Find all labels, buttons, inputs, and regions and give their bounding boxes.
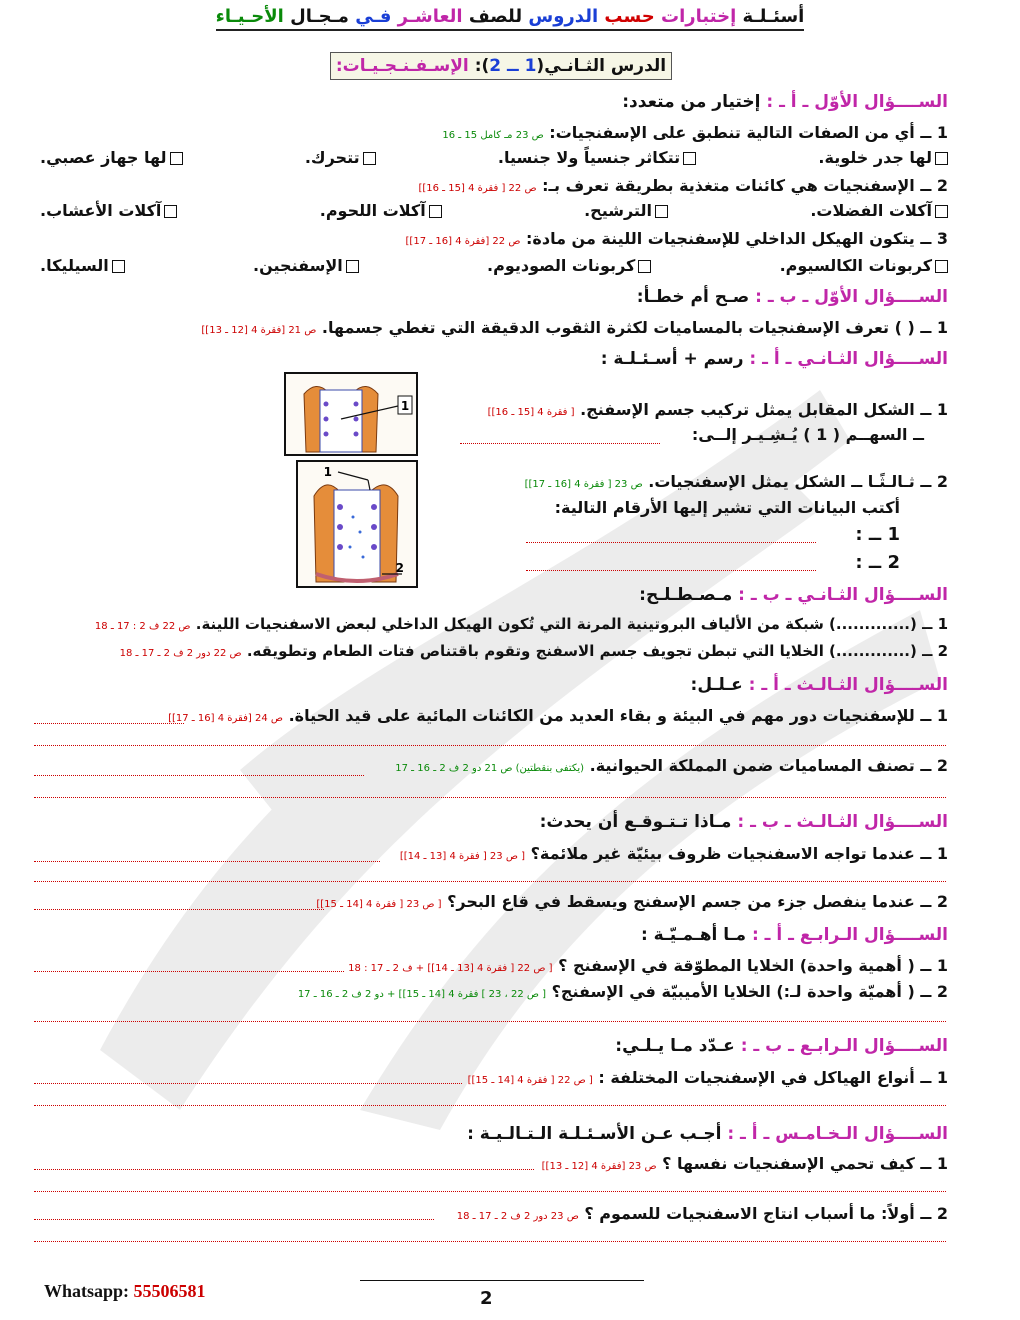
option[interactable]: آكلات الفضلات. [810,201,948,220]
q-ref: ص 23 [ فقرة 4 [16 ـ 17]] [524,479,643,490]
answer-line[interactable] [34,1168,534,1170]
checkbox[interactable] [638,260,651,273]
checkbox[interactable] [363,152,376,165]
lesson-label: الدرس الثـانـي( [536,56,667,76]
question [525,472,948,491]
answer-line[interactable] [34,1240,946,1242]
option[interactable]: الترشيح. [584,201,668,220]
answer-line[interactable] [34,908,324,910]
option[interactable]: السيليكا. [40,256,125,275]
lesson-title [330,52,672,80]
section-title [639,585,948,605]
watermark-decoration [60,350,960,1150]
section-q: الســــؤال الأوّل ـ ب ـ : [755,287,948,307]
answer-line[interactable] [34,774,364,776]
q-number: 1 ــ [920,318,948,337]
section-q: الســــؤال الأوّل ـ أ ـ : [766,92,948,112]
q-number: 1 ــ [920,123,948,142]
label-line: 1 ــ : [855,524,900,545]
section-t: مـا أهـمـيّـة : [640,925,747,945]
question [418,176,948,195]
q-number: 1 ــ [922,615,948,633]
answer-line[interactable] [34,1104,946,1106]
q-text: ثـالـثًـا ــ الشكل يمثل الإسفنجيات. [648,472,915,491]
answer-line[interactable] [34,1218,434,1220]
section-t: رسم + أسـئـلـة : [600,349,744,369]
sponge-figure-2 [296,460,418,588]
option[interactable]: آكلات الأعشاب. [40,201,177,220]
header-word: إختبارات [661,6,737,27]
lesson-topic: الإسـفـنـجـيـات: [335,56,469,76]
checkbox[interactable] [164,205,177,218]
q-ref: ص 23 دور 2 ف 2 ـ 17 ـ 18 [456,1211,579,1222]
q-number: 2 ــ [920,472,948,491]
q-ref: [ ص 22 [ فقرة 4 [13 ـ 14]] + ف 2 ـ 17 : 18 [348,963,553,974]
q-text: (.............) شبكة من الألياف البروتينية المرنة التي تُكون الهيكل الداخلي لبعض الاسفنجيات اللينة. [195,615,917,633]
q-text: للإسفنجيات دور مهم في البيئة و بقاء العديد من الكائنات المائية على قيد الحياة. [288,706,915,725]
section-q: الســــؤال الثـالـث ـ أ ـ : [748,675,948,695]
header-word: الدروس [528,6,599,27]
q-ref: ص 22 ف 2 : 17 ـ 18 [94,621,191,632]
q-ref: ص 24 [فقرة 4 [16 ـ 17]] [168,713,283,724]
q-ref: [ فقرة 4 [15 ـ 16]] [487,407,575,418]
checkbox[interactable] [935,260,948,273]
checkbox[interactable] [935,205,948,218]
q-text: ( أهمية واحدة) الخلايا المطوّقة في الإسفنج ؟ [558,956,915,975]
question [457,1204,948,1223]
checkbox[interactable] [346,260,359,273]
checkbox[interactable] [429,205,442,218]
question [406,229,948,248]
section-t: عـدّد مـا يـلـي: [615,1036,735,1056]
section-t: أجـب عـن الأسـئـلـة الـتـالـيـة : [467,1124,722,1144]
checkbox[interactable] [170,152,183,165]
question [298,982,948,1001]
sponge-figure-1 [284,372,418,456]
option[interactable]: لها جدر خلوية. [818,148,948,167]
section-q: الســــؤال الثـانـي ـ ب ـ : [738,585,948,605]
option[interactable]: تتكاثر جنسياً ولا جنسيا. [498,148,696,167]
q-number: 1 ــ [920,956,948,975]
option[interactable]: آكلات اللحوم. [320,201,442,220]
header-word: الأحـيـاء [215,6,284,27]
q-text: تصنف المساميات ضمن المملكة الحيوانية. [589,756,915,775]
figure-label-1: 1 [400,399,410,413]
options-row [40,148,948,167]
q-ref: (يكتفى بنقطتين) ص 21 دو 2 ف 2 ـ 16 ـ 17 [395,763,585,774]
answer-line[interactable] [34,1190,946,1192]
answer-line[interactable] [34,1020,946,1022]
q-number: 1 ــ [920,400,948,419]
q-text: أي من الصفات التالية تنطبق على الإسفنجيات: [549,123,915,142]
checkbox[interactable] [655,205,668,218]
whatsapp-label: Whatsapp: [44,1281,130,1301]
question [201,318,948,337]
section-title [601,349,948,369]
question [348,956,948,975]
footer-rule [360,1280,644,1281]
page-header [200,6,820,27]
q-text: الشكل المقابل يمثل تركيب جسم الإسفنج. [580,400,915,419]
q-number: 1 ــ [920,844,948,863]
lesson-close: ): [474,56,490,76]
answer-line[interactable] [34,744,946,746]
q-ref: ص 23 [فقرة 4 [12 ـ 13]] [541,1161,657,1172]
q-text: كيف تحمي الإسفنجيات نفسها ؟ [662,1154,915,1173]
label-line: 2 ــ : [855,552,900,573]
q-text: أولاً: ما أسباب انتاج الاسفنجيات للسموم ؟ [584,1204,915,1223]
q-text: ( أهميّة واحدة لـ:) الخلايا الأميبيّة في الإسفنج؟ [551,982,915,1001]
answer-line[interactable] [34,722,184,724]
section-title [622,92,948,112]
section-title [641,925,948,945]
question [395,756,948,775]
section-title [691,675,948,695]
q-text: الإسفنجيات هي كائنات متغذية بطريقة تعرف بـ: [542,176,915,195]
section-title [637,287,948,307]
checkbox[interactable] [935,152,948,165]
q-ref: [ ص 22 ، 23 ] فقرة 4 [14 ـ 15]] + دو 2 ف 2 ـ 16 ـ 17 [297,989,547,1000]
answer-line[interactable] [526,569,816,571]
q-text: ( ) تعرف الإسفنجيات بالمساميات لكثرة الثقوب الدقيقة التي تغطي جسمها. [321,318,915,337]
q-ref: ص 23 مـ كامل 15 ـ 16 [442,130,544,141]
question [400,844,948,863]
question [168,706,948,725]
option[interactable]: لها جهاز عصبي. [40,148,183,167]
answer-line[interactable] [34,860,380,862]
lesson-nums: 1 ــ 2 [489,56,537,76]
option[interactable]: كربونات الصوديوم. [487,256,651,275]
question [95,615,948,633]
page-number: 2 [480,1288,493,1309]
option[interactable]: تتحرك. [305,148,376,167]
whatsapp-contact [44,1281,206,1302]
question [120,642,948,660]
options-row [40,256,948,275]
section-t: مـاذا تـتـوقـع أن يحدث: [539,812,732,832]
option[interactable]: كربونات الكالسيوم. [780,256,948,275]
section-t: عـلـل: [690,675,743,695]
whatsapp-number: 55506581 [133,1281,206,1301]
q-text: أنواع الهياكل في الإسفنجيات المختلفة : [598,1068,915,1087]
q-ref: [ ص 23 [ فقرة 4 [14 ـ 15]] [316,899,442,910]
q-number: 2 ــ [920,756,948,775]
figure-label-1: 1 [323,465,332,479]
q-number: 2 ــ [920,176,948,195]
question-sub: ــ السهــم ( 1 ) يُـشِـيـر إلــى: [691,425,924,444]
header-word: العاشـر [397,6,463,27]
answer-line[interactable] [34,796,946,798]
header-word: أسئـلـة [742,6,805,27]
option[interactable]: الإسفنجين. [253,256,359,275]
section-q: الســــؤال الـرابـع ـ أ ـ : [751,925,948,945]
question-sub: أكتب البيانات التي تشير إليها الأرقام التالية: [554,498,900,517]
q-ref: ص 22 [فقرة 4 [16 ـ 17]] [405,236,521,247]
header-word: فـي [355,6,392,27]
checkbox[interactable] [683,152,696,165]
answer-line[interactable] [34,970,344,972]
q-number: 2 ــ [922,642,948,660]
checkbox[interactable] [112,260,125,273]
section-t: إختيار من متعدد: [622,92,761,112]
section-title [540,812,948,832]
q-number: 3 ــ [920,229,948,248]
q-number: 2 ــ [920,1204,948,1223]
header-word: حسب [604,6,655,27]
section-t: مـصـطـلـح: [639,585,733,605]
q-ref: ص 21 [فقرة 4 [12 ـ 13]] [201,325,317,336]
section-q: الســــؤال الثـانـي ـ أ ـ : [749,349,948,369]
figure-label-2: 2 [395,561,404,575]
q-text: (.............) الخلايا التي تبطن تجويف جسم الاسفنج وتقوم باقتناص فتات الطعام وتطويقه. [246,642,917,660]
q-number: 1 ــ [920,1068,948,1087]
header-word: مـجـال [290,6,349,27]
section-title [615,1036,948,1056]
q-ref: [ ص 23 [ فقرة 4 [13 ـ 14]] [399,851,526,862]
section-title [467,1124,948,1144]
answer-line[interactable] [526,541,816,543]
options-row [40,201,948,220]
q-text: يتكون الهيكل الداخلي للإسفنجيات اللينة من مادة: [526,229,915,248]
header-word: للصف [468,6,523,27]
question [488,400,948,419]
q-text: عندما ينفصل جزء من جسم الإسفنج ويسقط في قاع البحر؟ [447,892,915,911]
q-number: 1 ــ [920,706,948,725]
q-ref: ص 22 [ فقرة 4 [15 ـ 16]] [418,183,537,194]
answer-line[interactable] [460,442,660,444]
question [542,1154,948,1173]
q-ref: ص 22 دور 2 ف 2 ـ 17 ـ 18 [119,648,242,659]
answer-line[interactable] [34,1082,462,1084]
section-q: الســــؤال الثـالـث ـ ب ـ : [737,812,948,832]
question [316,892,948,911]
section-q: الســــؤال الـرابـع ـ ب ـ : [740,1036,948,1056]
section-q: الســــؤال الـخـامـس ـ أ ـ : [727,1124,948,1144]
q-number: 2 ــ [920,982,948,1001]
q-text: عندما تواجه الاسفنجيات ظروف بيئيّة غير ملائمة؟ [530,844,915,863]
q-ref: [ ص 22 [ فقرة 4 [14 ـ 15]] [467,1075,593,1086]
answer-line[interactable] [34,880,946,882]
q-number: 2 ــ [920,892,948,911]
q-number: 1 ــ [920,1154,948,1173]
question [442,123,948,142]
section-t: صـح أم خطـأ: [636,287,750,307]
question [468,1068,948,1087]
